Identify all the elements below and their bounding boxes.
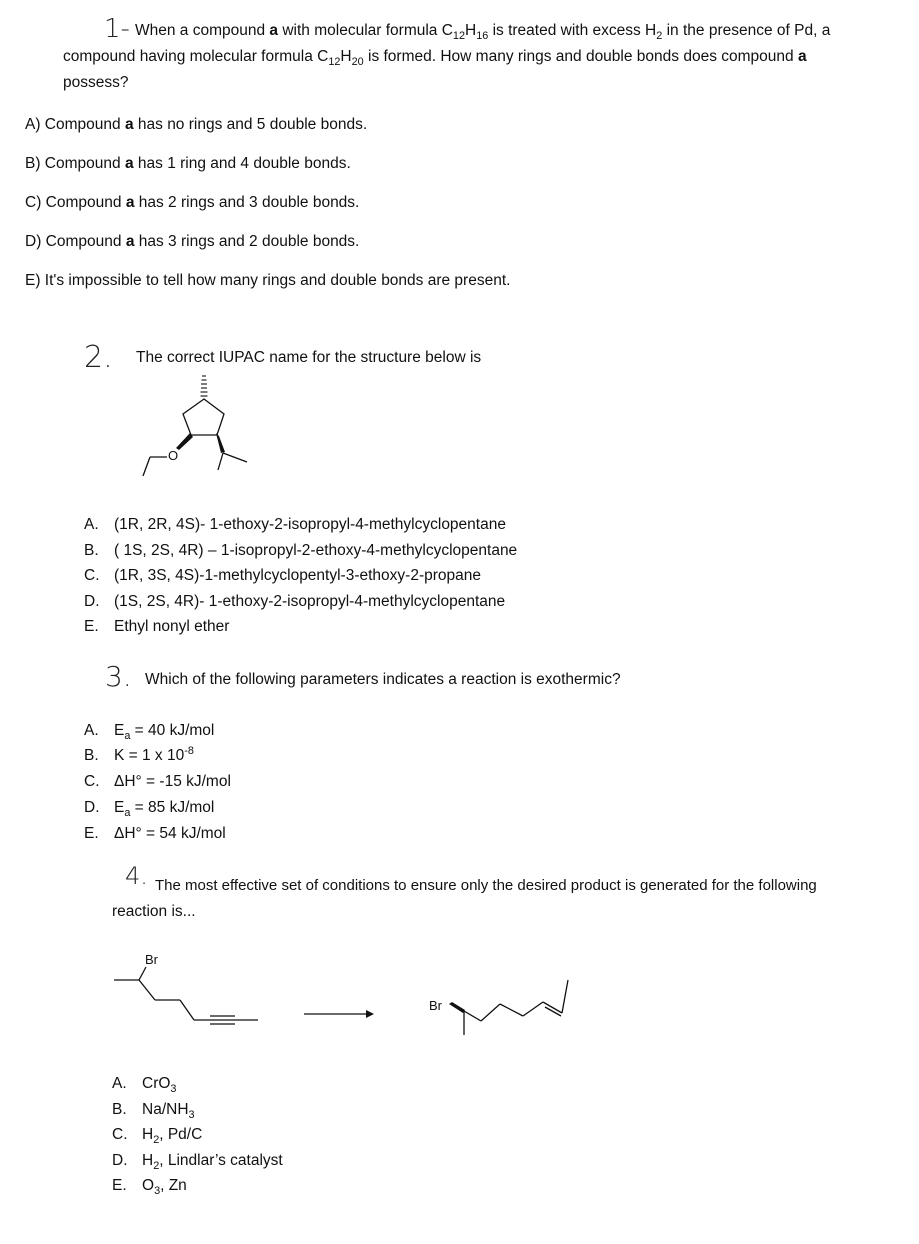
chain-bond — [180, 1000, 194, 1020]
q2-number: 2. — [84, 340, 113, 375]
option-text: ΔH° = 54 kJ/mol — [114, 825, 226, 842]
option-text: B) Compound — [25, 155, 121, 172]
option-text: O — [142, 1177, 155, 1194]
option-letter: E. — [84, 825, 99, 842]
option-text: , Zn — [160, 1177, 187, 1194]
option-text: E — [114, 722, 125, 739]
q2-structure — [135, 370, 275, 490]
q1-text: with molecular formula C — [282, 22, 453, 39]
option-letter: C. — [84, 773, 100, 790]
option-subscript: a — [124, 730, 131, 743]
q4-option-e[interactable] — [112, 1177, 187, 1198]
option-text: Ethyl nonyl ether — [114, 618, 230, 635]
q3-option-b[interactable] — [84, 744, 194, 765]
q4-stem-line-2: reaction is... — [112, 903, 196, 920]
option-letter: E. — [112, 1177, 127, 1194]
chain-bond — [500, 1004, 523, 1016]
q2-stem: The correct IUPAC name for the structure below is — [136, 349, 482, 366]
q4-number: 4. — [125, 862, 148, 890]
bromine-atom: Br — [145, 952, 158, 967]
oxygen-atom: O — [168, 448, 179, 463]
option-text: (1R, 2R, 4S)- 1-ethoxy-2-isopropyl-4-methylcyclopentane — [114, 516, 506, 533]
ethyl-bond — [143, 457, 150, 476]
q2-option-c[interactable] — [84, 567, 481, 585]
q3-stem: Which of the following parameters indicates a reaction is exothermic? — [145, 671, 621, 688]
option-text: E) It's impossible to tell how many rings and double bonds are present. — [25, 272, 511, 289]
isopropyl-bond — [218, 453, 223, 470]
option-text: D) Compound — [25, 233, 122, 250]
q1-text: is formed. How many rings and double bonds does compound — [368, 48, 794, 65]
option-text: (1S, 2S, 4R)- 1-ethoxy-2-isopropyl-4-methylcyclopentane — [114, 593, 506, 610]
option-text: C) Compound — [25, 194, 122, 211]
option-subscript: 3 — [170, 1083, 177, 1096]
cyclopentane-ring — [183, 399, 224, 435]
q1-subscript: 16 — [476, 30, 489, 43]
option-subscript: a — [124, 807, 131, 820]
option-letter: C. — [84, 567, 100, 584]
q1-text: in the presence of Pd, a — [666, 22, 831, 39]
q4-product-structure — [425, 975, 575, 1045]
q4-option-c[interactable] — [112, 1126, 203, 1147]
q1-subscript: 12 — [328, 56, 341, 69]
q2-option-b[interactable] — [84, 542, 517, 560]
q1-option-d[interactable] — [25, 233, 359, 251]
option-letter: A. — [84, 722, 99, 739]
reaction-arrow — [302, 1007, 382, 1021]
q2-option-d[interactable] — [84, 593, 505, 611]
q4-stem-line-1: The most effective set of conditions to ensure only the desired product is generated for the following — [155, 877, 817, 894]
option-subscript: 3 — [154, 1185, 161, 1198]
option-letter: E. — [84, 618, 99, 635]
option-text: E — [114, 799, 125, 816]
q1-text: is treated with excess H — [492, 22, 657, 39]
q1-option-c[interactable] — [25, 194, 359, 212]
q4-option-a[interactable] — [112, 1075, 177, 1096]
chain-bond — [464, 1011, 481, 1021]
chain-bond — [139, 980, 155, 1000]
wedge-bond-bromine — [449, 1002, 465, 1013]
option-text: Na/NH — [142, 1101, 189, 1118]
c-br-bond — [139, 967, 146, 980]
wedge-bond-isopropyl — [216, 433, 225, 453]
q1-number: 1- — [104, 14, 130, 44]
option-text: has no rings and 5 double bonds. — [137, 116, 368, 133]
option-bold: a — [124, 116, 134, 133]
bromine-atom: Br — [429, 998, 442, 1013]
option-letter: C. — [112, 1126, 128, 1143]
option-text: H — [142, 1126, 154, 1143]
option-letter: B. — [84, 542, 99, 559]
q1-compound-a: a — [797, 48, 807, 65]
option-bold: a — [125, 233, 135, 250]
wedge-bond-oxygen — [176, 433, 193, 450]
option-text: ΔH° = -15 kJ/mol — [114, 773, 231, 790]
option-superscript: -8 — [184, 744, 194, 757]
q1-stem-line-2 — [63, 48, 807, 69]
chain-bond — [481, 1004, 500, 1021]
chain-bond — [523, 1002, 543, 1016]
q1-text: When a compound — [135, 22, 266, 39]
option-letter: B. — [84, 747, 99, 764]
option-text: has 3 rings and 2 double bonds. — [138, 233, 360, 250]
q2-option-e[interactable] — [84, 618, 229, 636]
option-text: has 2 rings and 3 double bonds. — [138, 194, 360, 211]
q1-subscript: 12 — [452, 30, 465, 43]
option-letter: A. — [84, 516, 99, 533]
option-letter: B. — [112, 1101, 127, 1118]
q1-text: compound having molecular formula C — [63, 48, 329, 65]
q1-text: H — [340, 48, 352, 65]
option-text: , Pd/C — [159, 1126, 203, 1143]
q1-option-e[interactable] — [25, 272, 510, 290]
q1-option-b[interactable] — [25, 155, 351, 173]
option-letter: D. — [112, 1152, 128, 1169]
option-text: (1R, 3S, 4S)-1-methylcyclopentyl-3-ethoxy-2-propane — [114, 567, 481, 584]
q4-option-b[interactable] — [112, 1101, 195, 1122]
option-text: ( 1S, 2S, 4R) – 1-isopropyl-2-ethoxy-4-methylcyclopentane — [114, 542, 518, 559]
isopropyl-bond — [223, 453, 247, 462]
option-letter: D. — [84, 593, 100, 610]
q2-option-a[interactable] — [84, 516, 506, 534]
option-text: , Lindlar’s catalyst — [159, 1152, 283, 1169]
option-text: = 85 kJ/mol — [130, 799, 215, 816]
option-text: H — [142, 1152, 154, 1169]
option-text: K = 1 x 10 — [114, 747, 185, 764]
option-subscript: 2 — [153, 1160, 160, 1173]
q1-compound-a: a — [269, 22, 279, 39]
option-text: CrO — [142, 1075, 171, 1092]
option-subscript: 3 — [188, 1109, 195, 1122]
q1-subscript: 2 — [656, 30, 663, 43]
q3-option-d[interactable] — [84, 799, 215, 820]
q1-subscript: 20 — [351, 56, 364, 69]
option-subscript: 2 — [153, 1134, 160, 1147]
option-text: has 1 ring and 4 double bonds. — [137, 155, 351, 172]
q3-number: 3. — [105, 660, 132, 693]
option-bold: a — [124, 155, 134, 172]
q3-option-e[interactable] — [84, 825, 226, 843]
chain-bond — [562, 980, 568, 1013]
q4-reactant-structure — [110, 950, 270, 1030]
option-letter: A. — [112, 1075, 127, 1092]
option-bold: a — [125, 194, 135, 211]
q1-option-a[interactable] — [25, 116, 367, 134]
q1-text: H — [464, 22, 477, 39]
hashed-wedge-methyl — [201, 376, 208, 396]
option-text: = 40 kJ/mol — [130, 722, 215, 739]
q1-stem-line-1 — [135, 22, 831, 43]
q3-option-c[interactable] — [84, 773, 231, 791]
q3-option-a[interactable] — [84, 722, 215, 743]
option-text: A) Compound — [25, 116, 121, 133]
q4-option-d[interactable] — [112, 1152, 283, 1173]
q1-stem-line-3: possess? — [63, 74, 129, 91]
option-letter: D. — [84, 799, 100, 816]
